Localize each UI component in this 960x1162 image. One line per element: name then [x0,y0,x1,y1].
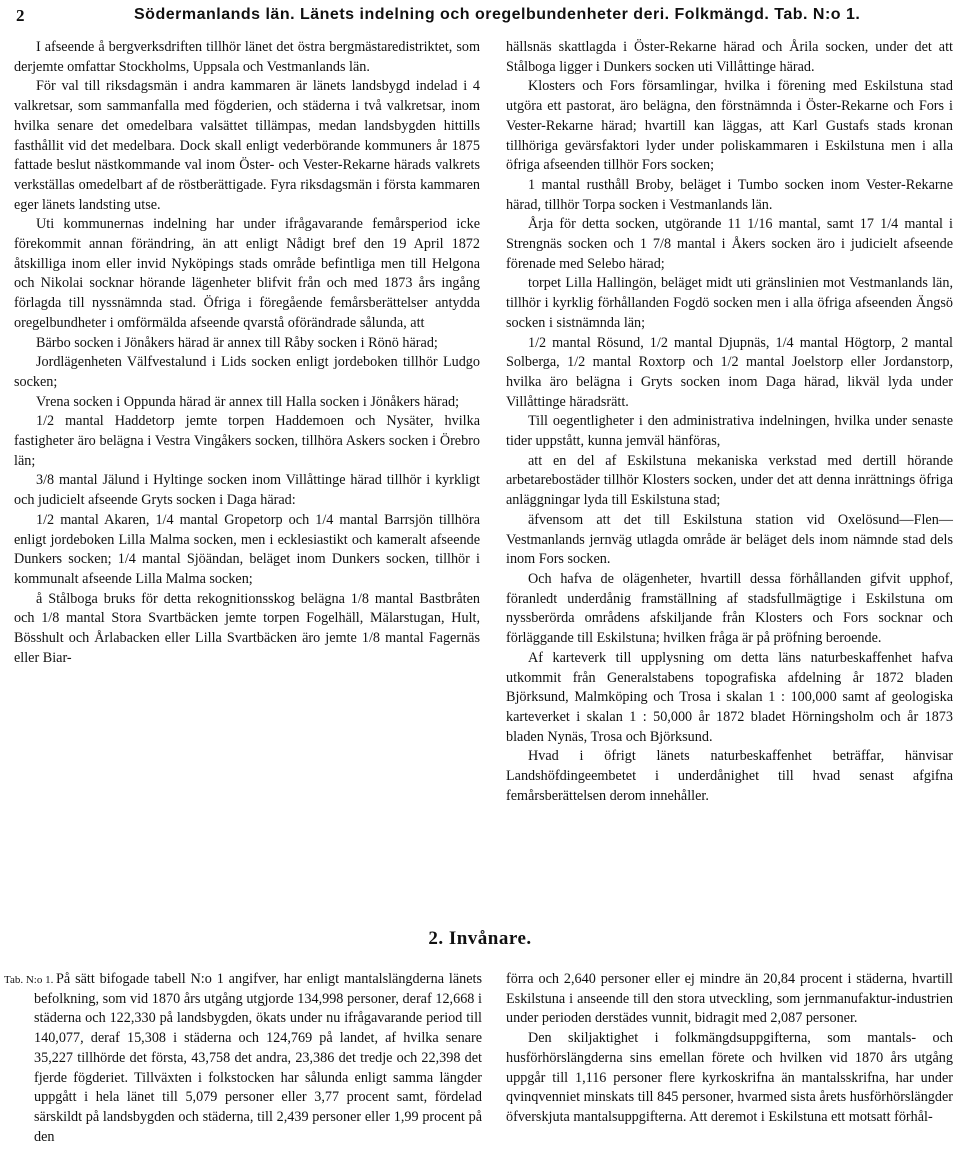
paragraph: 1/2 mantal Akaren, 1/4 mantal Gropetorp och 1/4 mantal Barrsjön tillhöra enligt jordeboken Lilla Malma socken, men i ecklesiastikt och kameralt afseende Dunkers socken; 1/4 mantal Sjöändan, beläget inom Dunkers socken, tillhör i kommunalt afseende Lilla Malma socken; [14,511,480,587]
paragraph: Den skiljaktighet i folkmängdsuppgifterna, som mantals- och husförhörslängderna sins emellan förete och hvilken vid 1870 års utgång uppgår till 1,116 personer flere kyrkoskrifna än mantalsskrifna, har under qvinqvenniet minskats till 845 personer, hvarmed sista årets husförhörslängder öfverskjuta mantalsuppgifterna. Att deremot i Eskilstuna ett motsatt förhål- [506,1030,953,1125]
paragraph: Af karteverk till upplysning om detta läns naturbeskaffenhet hafva utkommit från Generalstabens topografiska afdelning år 1872 bladen Björksund, Malmköping och Trosa i skalan 1 : 100,000 samt af geologiska karteverket i skalan 1 : 50,000 år 1872 bladet Hörningsholm och år 1873 bladen Nynäs, Trosa och Björksund. [506,649,953,745]
paragraph: Årja för detta socken, utgörande 11 1/16 mantal, samt 17 1/4 mantal i Strengnäs socken och 1 7/8 mantal i Åkers socken äro i judicielt afseende förenade med Selebo härad; [506,216,953,272]
paragraph: 1/2 mantal Rösund, 1/2 mantal Djupnäs, 1/4 mantal Högtorp, 2 mantal Solberga, 1/2 mantal Roxtorp och 1/2 mantal Joelstorp eller Jordanstorp, hvilka äro belägna i Gryts socken inom Daga härad, likväl lyda under Villåttinge häradsrätt. [506,334,953,410]
bottom-right-column [506,970,953,1128]
right-column [506,38,953,806]
paragraph: I afseende å bergverksdriften tillhör länet det östra bergmästaredistriktet, som derjemte omfattar Stockholms, Uppsala och Vestmanlands län. [14,39,480,75]
page-header [6,6,946,26]
paragraph: förra och 2,640 personer eller ej mindre än 20,84 procent i städerna, hvartill Eskilstuna i anseende till den stora utveckling, som jernmanufaktur-industrien under perioden derstädes vunnit, bidragit med 2,087 personer. [506,971,953,1027]
paragraph: Klosters och Fors församlingar, hvilka i förening med Eskilstuna stad utgöra ett pastorat, äro belägna, den förstnämnda i Öster-Rekarne och Fors i Vester-Rekarne härad; hvartill kan läggas, att Karl Gustafs stads kronan tillhöriga gevärsfaktori lyder under poliskammaren i Eskilstuna men i alla öfriga afseenden tillhör Fors socken; [506,78,953,174]
paragraph: äfvensom att det till Eskilstuna station vid Oxelösund—Flen—Vestmanlands jernväg utlagda område är beläget dels inom nämnde stad dels inom Fors socken. [506,511,953,568]
page-number: 2 [16,6,25,25]
paragraph: att en del af Eskilstuna mekaniska verkstad med dertill hörande arbetarebostäder tillhör Klosters socken, under det att denna inrättnings öfriga anläggningar lyda till Eskilstuna stad; [506,452,953,509]
paragraph: På sätt bifogade tabell N:o 1 angifver, har enligt mantalslängderna länets befolkning, som vid 1870 års utgång utgjorde 134,998 personer, deraf 12,668 i städerna och 122,330 på landsbygden, ökats under nu ifrågavarande period till 140,077, deraf 15,308 i städerna och 124,769 på landet, af hvilka senare 35,227 tillhörde det första, 43,758 det andra, 23,386 det tredje och 22,398 det fjerde fögderiet. Tillväxten i folkstocken har sålunda enligt samma längder uppgått i hela länet till 5,079 personer eller 3,77 procent samt, fördelad särskildt på landsbygden och städerna, till 2,439 personer eller 1,99 procent på den [34,971,482,1145]
bottom-left-column [34,970,482,1147]
paragraph: torpet Lilla Hallingön, beläget midt uti gränslinien mot Vestmanlands län, tillhör i kyrklig förhållanden Fogdö socken men i alla öfriga afseenden Ängsö socken i sistnämnda län; [506,275,953,331]
paragraph: Till oegentligheter i den administrativa indelningen, hvilka under senaste tider uppstått, kunna jemväl hänföras, [506,413,953,450]
paragraph: Uti kommunernas indelning har under ifrågavarande femårsperiod icke förekommit annan förändring, än att enligt Nådigt bref den 19 April 1872 åtskilliga inom eller invid Nyköpings stads område befintliga men till Helgona och Nikolai socknar hörande lägenheter blifvit från och med 1873 års ingång förlagda till nyssnämnda stad. Öfriga i föregående femårsberättelser antydda oregelbundheter i omförmälda afseende qvarstå oförändrade sålunda, att [14,216,480,331]
paragraph: å Stålboga bruks för detta rekognitionsskog belägna 1/8 mantal Bastbråten och 1/8 mantal Stora Svartbäcken jemte torpen Fogelhäll, Mälarstugan, Hult, Bösshult och Årlabacken eller Lilla Svartbäcken äro jemte 1/8 mantal Fagernäs eller Biar- [14,590,480,666]
paragraph: 1/2 mantal Haddetorp jemte torpen Haddemoen och Nysäter, hvilka fastigheter äro belägna i Vestra Vingåkers socken, tillhöra Askers socken i Örebro län; [14,413,480,469]
margin-note: Tab. N:o 1. [4,974,54,986]
paragraph: 3/8 mantal Jälund i Hyltinge socken inom Villåttinge härad tillhör i kyrkligt och judicielt afseende Gryts socken i Daga härad: [14,472,480,509]
paragraph: För val till riksdagsmän i andra kammaren är länets landsbygd indelad i 4 valkretsar, som sammanfalla med fögderien, och städerna i två valkretsar, inom hvilka senare det omedelbara valsättet tillämpas, medan landsbygden hittills fasthållit vid det medelbara. Dock skall enligt vederbörande kommuners år 1875 fattade beslut nästkommande val inom Öster- och Vester-Rekarne härads valkrets verkställas omedelbart af de röstberättigade. Fyra riksdagsmän i första kammaren eger länets landsting utse. [14,78,480,213]
paragraph: hällsnäs skattlagda i Öster-Rekarne härad och Årila socken, under det att Stålboga ligger i Dunkers socken uti Villåttinge härad. [506,39,953,75]
paragraph: Vrena socken i Oppunda härad är annex till Halla socken i Jönåkers härad; [36,393,460,410]
paragraph: Och hafva de olägenheter, hvartill dessa förhållanden gifvit upphof, föranledt underdånig framställning af stadsfullmägtige i Eskilstuna om nyssberörda områdens afskiljande från Klosters och Fors socknar och förläggande till Eskilstuna; hvilken fråga är på pröfning beroende. [506,570,953,647]
section-heading: 2. Invånare. [428,928,532,949]
paragraph: Jordlägenheten Välfvestalund i Lids socken enligt jordeboken tillhör Ludgo socken; [14,354,480,390]
running-title: Södermanlands län. Länets indelning och oregelbundenheter deri. Folkmängd. Tab. N:o 1. [134,6,861,23]
paragraph: Bärbo socken i Jönåkers härad är annex till Råby socken i Rönö härad; [36,334,438,351]
left-column [14,38,480,669]
paragraph: 1 mantal rusthåll Broby, beläget i Tumbo socken inom Vester-Rekarne härad, tillhör Torpa socken i Vestmanlands län. [506,176,953,213]
paragraph: Hvad i öfrigt länets naturbeskaffenhet beträffar, hänvisar Landshöfdingeembetet i underdånighet till hvad senast afgifna femårsberättelsen derom innehåller. [506,748,953,804]
